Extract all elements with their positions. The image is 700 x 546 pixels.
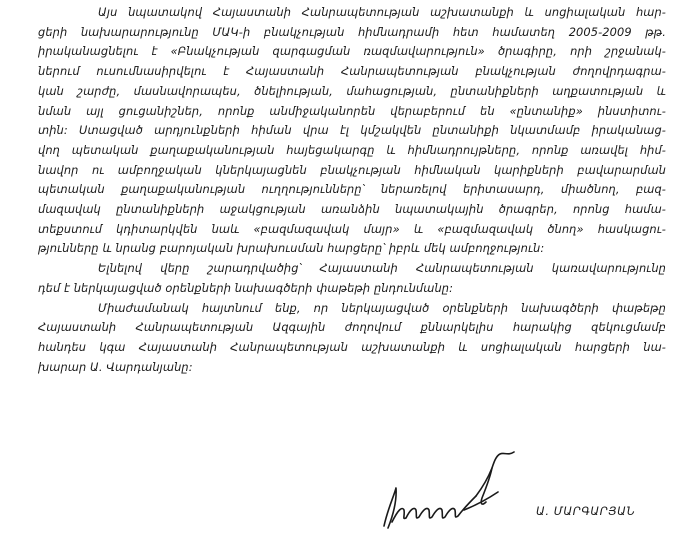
- text-line: նման այլ ցուցանիշներ, որոնք անմիջականորեն վերաբերում են «ընտանիք» ինստիտու-: [38, 103, 666, 118]
- text-line: Այս նպատակով Հայաստանի Հանրապետության աշխատանքի և սոցիալական հար-: [98, 5, 666, 19]
- text-line: ցերի նախարարությունը ՄԱԿ-ի բնակչության հիմնադրամի հետ համատեղ 2005-2009 թթ.: [38, 24, 666, 39]
- paragraph-2: [38, 259, 666, 298]
- text-line: նավոր ու ամբողջական կներկայացնեն բնակչության հիմնական կարիքների բավարարման: [38, 162, 666, 177]
- text-line: խարար Ա. Վարդանյանը:: [38, 359, 193, 374]
- text-line: կան շարժը, մասնավորապես, ծնելիության, մահացության, ընտանիքների աղքատության և: [38, 83, 666, 98]
- text-line: Ելնելով վերը շարադրվածից՝ Հայաստանի Հանրապետության կառավարությունը: [98, 261, 666, 276]
- text-line: հանդես կգա Հայաստանի Հանրապետության աշխատանքի և սոցիալական հարցերի նա-: [38, 339, 666, 354]
- paragraph-3: [38, 299, 666, 378]
- text-line: վող պետական քաղաքականության հայեցակարգը և հիմնադրույթները, որոնք առավել հիմ-: [38, 142, 666, 157]
- text-line: տեքստում կդիտարկվեն նաև «բազմազավակ մայր» և «բազմազավակ ծնող» հասկացու-: [38, 221, 666, 236]
- text-line: պետական քաղաքականության ուղղությունները՝ ներառելով երիտասարդ, միածնող, բազ-: [38, 182, 666, 197]
- text-line: տին: Ստացված արդյունքների հիման վրա էլ կմշակվեն ընտանիքի նկատմամբ իրականաց-: [38, 123, 666, 138]
- text-line: թյունները և նրանց բարոյական խրախուսման հարցերը՝ իբրև մեկ ամբողջություն:: [38, 241, 545, 256]
- handwritten-signature: [378, 448, 528, 538]
- text-line: Հայաստանի Հանրապետության Ազգային ժողովում քննարկելիս հարակից զեկուցմամբ: [38, 320, 666, 335]
- paragraph-1: [38, 3, 666, 259]
- text-line: իրականացնելու է «Բնակչության զարգացման ռազմավարություն» ծրագիրը, որի շրջանակ-: [38, 44, 666, 59]
- letter-body: [38, 3, 666, 377]
- text-line: ներում ուսումնասիրվելու է Հայաստանի Հանրապետության բնակչության ժողովրդագրա-: [38, 64, 666, 79]
- signer-name: Ա. ՄԱՐԳԱՐՅԱՆ: [536, 504, 636, 518]
- text-line: դեմ է ներկայացված օրենքների նախագծերի փաթեթի ընդունմանը:: [38, 280, 454, 295]
- text-line: Միաժամանակ հայտնում ենք, որ ներկայացված օրենքների նախագծերի փաթեթը: [98, 300, 666, 315]
- text-line: մազավակ ընտանիքների աջակցության առանձին նպատակային ծրագրեր, որոնց համա-: [38, 202, 666, 217]
